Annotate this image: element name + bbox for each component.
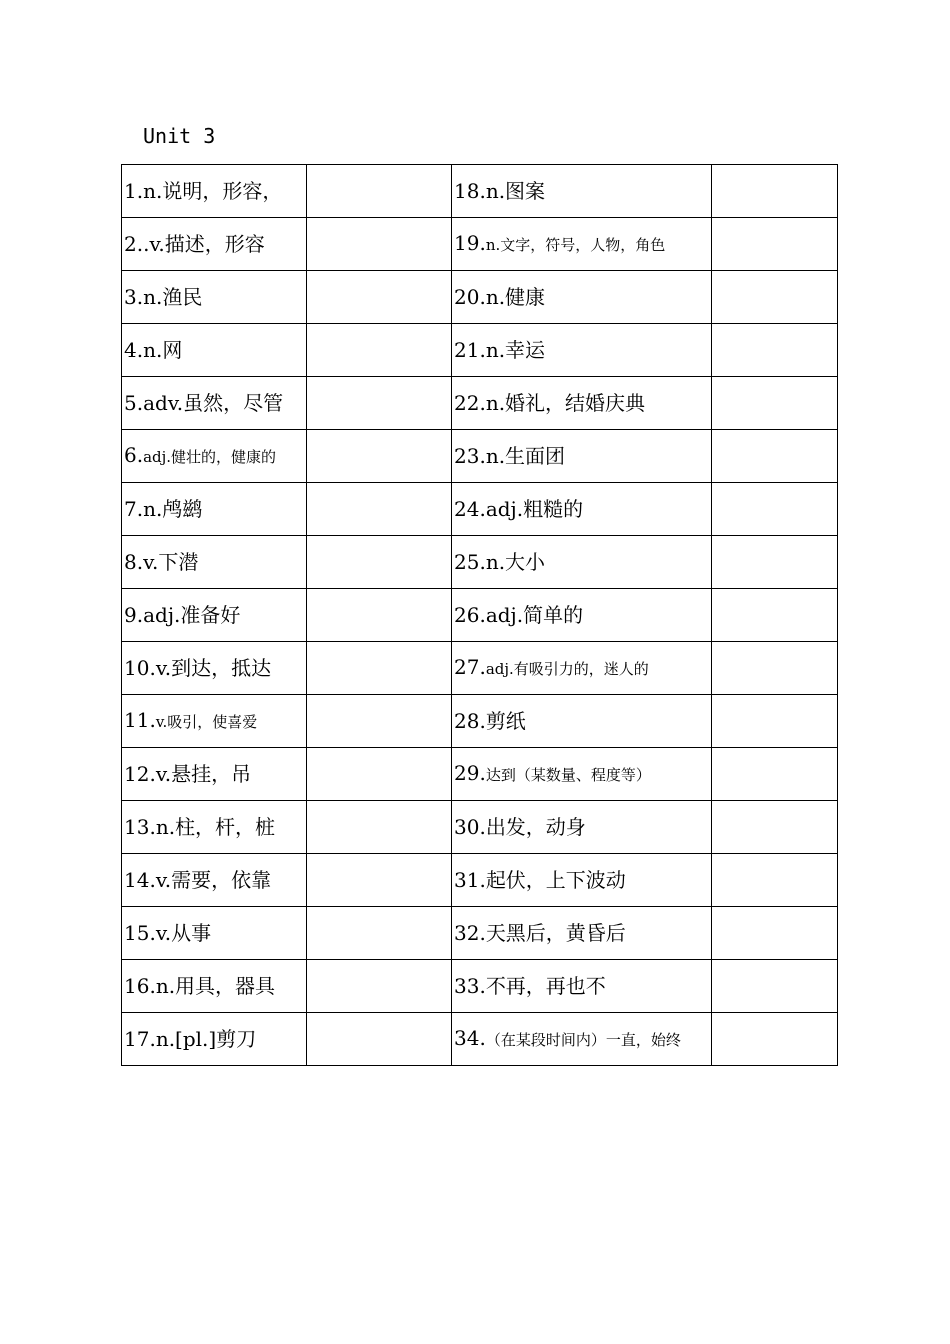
term-definition: n.网 — [143, 338, 183, 362]
term-cell-left — [122, 218, 307, 271]
term-number: 13. — [124, 815, 156, 839]
term-number: 33. — [454, 974, 486, 998]
term-cell-right — [452, 589, 712, 642]
term-definition: n.婚礼，结婚庆典 — [485, 391, 646, 415]
term-definition: n.柱，杆，桩 — [155, 815, 276, 839]
answer-cell-right[interactable] — [712, 801, 838, 854]
answer-cell-left[interactable] — [307, 483, 452, 536]
vocabulary-table-body — [122, 165, 838, 1066]
term-number: 34. — [454, 1026, 486, 1050]
term-number: 12. — [124, 762, 156, 786]
term-number: 8. — [124, 550, 144, 574]
term-cell-left — [122, 430, 307, 483]
term-number: 4. — [124, 338, 144, 362]
term-definition: adj.简单的 — [485, 603, 584, 627]
term-number: 6. — [124, 443, 144, 467]
term-cell-left — [122, 324, 307, 377]
answer-cell-left[interactable] — [307, 589, 452, 642]
term-cell-left — [122, 271, 307, 324]
table-row — [122, 271, 838, 324]
term-cell-right — [452, 854, 712, 907]
answer-cell-right[interactable] — [712, 960, 838, 1013]
answer-cell-left[interactable] — [307, 960, 452, 1013]
term-definition: n.渔民 — [143, 285, 203, 309]
answer-cell-left[interactable] — [307, 430, 452, 483]
term-definition: n.文字，符号，人物，角色 — [485, 236, 666, 254]
term-definition: n.鸬鹚 — [143, 497, 203, 521]
term-cell-left — [122, 377, 307, 430]
term-number: 19. — [454, 231, 486, 255]
answer-cell-right[interactable] — [712, 907, 838, 960]
term-definition: 剪纸 — [485, 709, 526, 733]
term-definition: （在某段时间内）一直，始终 — [485, 1031, 681, 1049]
term-number: 1. — [124, 179, 144, 203]
term-number: 10. — [124, 656, 156, 680]
term-cell-left — [122, 589, 307, 642]
answer-cell-left[interactable] — [307, 642, 452, 695]
answer-cell-left[interactable] — [307, 324, 452, 377]
table-row — [122, 536, 838, 589]
term-definition: 出发，动身 — [485, 815, 586, 839]
answer-cell-left[interactable] — [307, 536, 452, 589]
table-row — [122, 430, 838, 483]
answer-cell-right[interactable] — [712, 218, 838, 271]
term-definition: v.需要，依靠 — [155, 868, 272, 892]
term-definition: adj.有吸引力的，迷人的 — [485, 660, 649, 678]
term-number: 3. — [124, 285, 144, 309]
answer-cell-right[interactable] — [712, 271, 838, 324]
term-number: 20. — [454, 285, 486, 309]
answer-cell-right[interactable] — [712, 642, 838, 695]
term-cell-right — [452, 483, 712, 536]
table-row — [122, 854, 838, 907]
term-number: 28. — [454, 709, 486, 733]
answer-cell-left[interactable] — [307, 695, 452, 748]
term-cell-right — [452, 536, 712, 589]
term-number: 27. — [454, 655, 486, 679]
answer-cell-left[interactable] — [307, 1013, 452, 1066]
term-definition: n.图案 — [485, 179, 546, 203]
table-row — [122, 907, 838, 960]
term-number: 29. — [454, 761, 486, 785]
answer-cell-left[interactable] — [307, 271, 452, 324]
term-cell-right — [452, 695, 712, 748]
table-row — [122, 218, 838, 271]
term-definition: n.生面团 — [485, 444, 566, 468]
term-cell-left — [122, 960, 307, 1013]
answer-cell-left[interactable] — [307, 218, 452, 271]
term-number: 16. — [124, 974, 156, 998]
term-number: 32. — [454, 921, 486, 945]
table-row — [122, 642, 838, 695]
term-cell-left — [122, 536, 307, 589]
term-number: 31. — [454, 868, 486, 892]
term-number: 15. — [124, 921, 156, 945]
term-definition: n.幸运 — [485, 338, 546, 362]
term-number: 30. — [454, 815, 486, 839]
term-cell-right — [452, 642, 712, 695]
term-cell-left — [122, 642, 307, 695]
page-title: Unit 3 — [143, 124, 216, 148]
term-definition: v.下潜 — [143, 550, 199, 574]
term-cell-left — [122, 695, 307, 748]
term-cell-right — [452, 165, 712, 218]
term-definition: 不再，再也不 — [485, 974, 606, 998]
term-definition: v.吸引，使喜爱 — [155, 713, 258, 731]
term-definition: n.用具，器具 — [155, 974, 276, 998]
table-row — [122, 483, 838, 536]
answer-cell-right[interactable] — [712, 854, 838, 907]
term-cell-right — [452, 271, 712, 324]
term-number: 21. — [454, 338, 486, 362]
term-definition: 达到（某数量、程度等） — [485, 766, 651, 784]
term-cell-left — [122, 907, 307, 960]
answer-cell-right[interactable] — [712, 430, 838, 483]
answer-cell-left[interactable] — [307, 907, 452, 960]
term-number: 14. — [124, 868, 156, 892]
term-cell-right — [452, 801, 712, 854]
term-cell-right — [452, 748, 712, 801]
answer-cell-right[interactable] — [712, 748, 838, 801]
answer-cell-left[interactable] — [307, 165, 452, 218]
answer-cell-left[interactable] — [307, 854, 452, 907]
term-definition: v.到达，抵达 — [155, 656, 272, 680]
table-row — [122, 324, 838, 377]
answer-cell-right[interactable] — [712, 483, 838, 536]
term-cell-left — [122, 748, 307, 801]
table-row — [122, 165, 838, 218]
answer-cell-right[interactable] — [712, 165, 838, 218]
term-number: 9. — [124, 603, 144, 627]
term-number: 25. — [454, 550, 486, 574]
term-cell-left — [122, 854, 307, 907]
term-number: 2. — [124, 232, 144, 256]
term-number: 11. — [124, 708, 156, 732]
answer-cell-left[interactable] — [307, 377, 452, 430]
term-number: 22. — [454, 391, 486, 415]
term-cell-right — [452, 377, 712, 430]
term-number: 24. — [454, 497, 486, 521]
term-cell-left — [122, 165, 307, 218]
vocabulary-table — [121, 164, 838, 1066]
term-cell-right — [452, 218, 712, 271]
term-definition: v.悬挂，吊 — [155, 762, 252, 786]
term-definition: adj.健壮的，健康的 — [143, 448, 277, 466]
term-cell-left — [122, 483, 307, 536]
table-row — [122, 960, 838, 1013]
term-definition: n.说明，形容， — [143, 179, 283, 203]
term-definition: n.[pl.]剪刀 — [155, 1027, 257, 1051]
term-definition: adj.粗糙的 — [485, 497, 584, 521]
answer-cell-right[interactable] — [712, 589, 838, 642]
term-definition: .v.描述，形容 — [143, 232, 265, 256]
table-row — [122, 589, 838, 642]
table-row — [122, 695, 838, 748]
answer-cell-right[interactable] — [712, 536, 838, 589]
term-cell-right — [452, 1013, 712, 1066]
term-cell-right — [452, 430, 712, 483]
term-cell-right — [452, 907, 712, 960]
term-number: 26. — [454, 603, 486, 627]
term-cell-right — [452, 960, 712, 1013]
table-row — [122, 377, 838, 430]
term-cell-right — [452, 324, 712, 377]
term-definition: adj.准备好 — [143, 603, 241, 627]
term-definition: v.从事 — [155, 921, 212, 945]
table-row — [122, 801, 838, 854]
term-number: 5. — [124, 391, 144, 415]
table-row — [122, 1013, 838, 1066]
term-number: 23. — [454, 444, 486, 468]
term-definition: 天黑后，黄昏后 — [485, 921, 626, 945]
term-number: 18. — [454, 179, 486, 203]
term-cell-left — [122, 801, 307, 854]
answer-cell-right[interactable] — [712, 377, 838, 430]
term-number: 17. — [124, 1027, 156, 1051]
term-cell-left — [122, 1013, 307, 1066]
term-number: 7. — [124, 497, 144, 521]
answer-cell-left[interactable] — [307, 801, 452, 854]
term-definition: n.大小 — [485, 550, 546, 574]
answer-cell-left[interactable] — [307, 748, 452, 801]
table-row — [122, 748, 838, 801]
answer-cell-right[interactable] — [712, 695, 838, 748]
term-definition: adv.虽然，尽管 — [143, 391, 284, 415]
term-definition: n.健康 — [485, 285, 546, 309]
term-definition: 起伏，上下波动 — [485, 868, 626, 892]
answer-cell-right[interactable] — [712, 1013, 838, 1066]
answer-cell-right[interactable] — [712, 324, 838, 377]
